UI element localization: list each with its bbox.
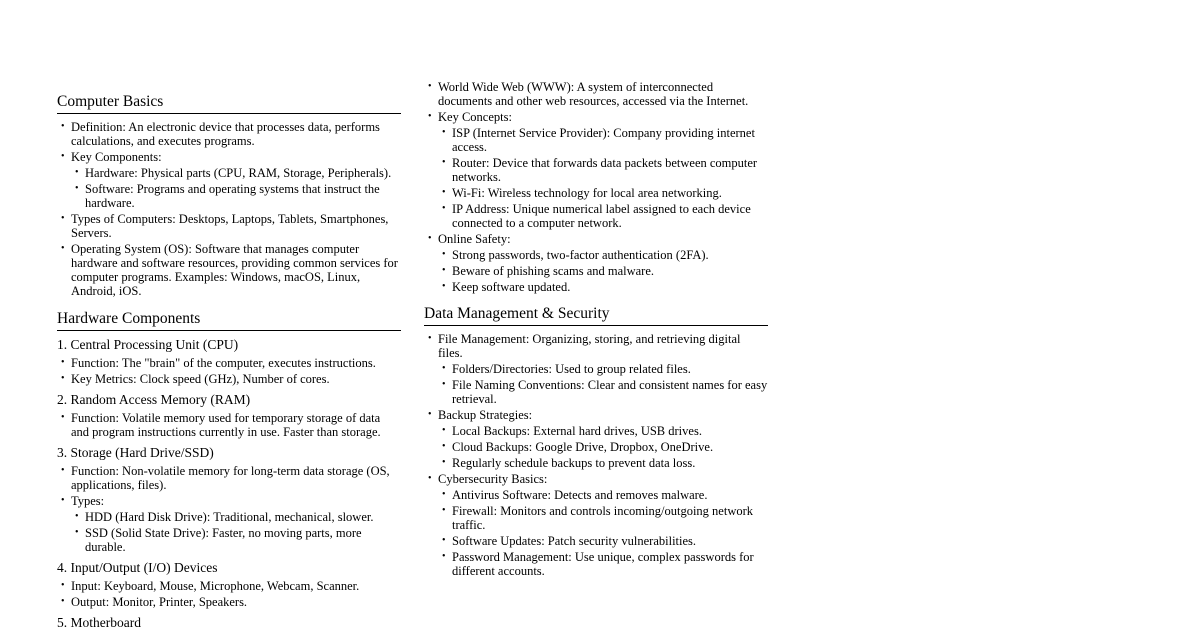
list-item-label: Backup Strategies: — [438, 408, 533, 422]
list-item-label: Key Components: — [71, 150, 162, 164]
list-item: • Types of Computers: Desktops, Laptops, Tablets, Smartphones, Servers. — [57, 212, 401, 240]
section-title-hardware-components: Hardware Components — [57, 309, 401, 331]
list-item: • Input: Keyboard, Mouse, Microphone, Webcam, Scanner. — [57, 579, 401, 593]
list-item-key-components — [57, 150, 401, 210]
list-item: • Key Metrics: Clock speed (GHz), Number of cores. — [57, 372, 401, 386]
list-item: • Regularly schedule backups to prevent data loss. — [438, 456, 768, 470]
section-title-data-management: Data Management & Security — [424, 304, 768, 326]
list-item: • Folders/Directories: Used to group related files. — [438, 362, 768, 376]
subheading-motherboard: 5. Motherboard — [57, 615, 141, 630]
list-item: • Software Updates: Patch security vulnerabilities. — [438, 534, 768, 548]
list-item: • File Naming Conventions: Clear and consistent names for easy retrieval. — [438, 378, 768, 406]
list-item-key-concepts — [424, 110, 768, 230]
file-management-sublist — [438, 362, 768, 406]
list-item: • Operating System (OS): Software that manages computer hardware and software resources, providing common services for computer programs. Examples: Windows, macOS, Linux, Android, iOS. — [57, 242, 401, 298]
list-item: • Software: Programs and operating systems that instruct the hardware. — [71, 182, 401, 210]
list-item: • Cloud Backups: Google Drive, Dropbox, OneDrive. — [438, 440, 768, 454]
subheading-cpu: 1. Central Processing Unit (CPU) — [57, 337, 239, 352]
left-column — [57, 80, 401, 634]
data-management-list — [424, 332, 768, 578]
list-item: • Wi-Fi: Wireless technology for local area networking. — [438, 186, 768, 200]
list-item: • Beware of phishing scams and malware. — [438, 264, 768, 278]
internet-list — [424, 80, 768, 294]
list-item: • Local Backups: External hard drives, USB drives. — [438, 424, 768, 438]
list-item: • Keep software updated. — [438, 280, 768, 294]
list-item: • World Wide Web (WWW): A system of interconnected documents and other web resources, accessed via the Internet. — [424, 80, 768, 108]
list-item-label: Cybersecurity Basics: — [438, 472, 548, 486]
cybersecurity-sublist — [438, 488, 768, 578]
storage-types-sublist — [71, 510, 401, 554]
list-item-label: Types: — [71, 494, 105, 508]
list-item: • Strong passwords, two-factor authentication (2FA). — [438, 248, 768, 262]
list-item: • Function: Non-volatile memory for long-term data storage (OS, applications, files). — [57, 464, 401, 492]
list-item: • Function: The "brain" of the computer, executes instructions. — [57, 356, 401, 370]
computer-basics-list — [57, 120, 401, 298]
ram-list — [57, 411, 401, 439]
io-list — [57, 579, 401, 609]
list-item-types — [57, 494, 401, 554]
list-item: • Definition: An electronic device that processes data, performs calculations, and executes programs. — [57, 120, 401, 148]
section-title-computer-basics: Computer Basics — [57, 92, 401, 114]
subheading-ram: 2. Random Access Memory (RAM) — [57, 392, 251, 407]
list-item: • Output: Monitor, Printer, Speakers. — [57, 595, 401, 609]
key-components-sublist — [71, 166, 401, 210]
list-item: • ISP (Internet Service Provider): Company providing internet access. — [438, 126, 768, 154]
list-item: • IP Address: Unique numerical label assigned to each device connected to a computer network. — [438, 202, 768, 230]
list-item: • Router: Device that forwards data packets between computer networks. — [438, 156, 768, 184]
backup-sublist — [438, 424, 768, 470]
list-item: • Antivirus Software: Detects and removes malware. — [438, 488, 768, 502]
online-safety-sublist — [438, 248, 768, 294]
list-item: • Firewall: Monitors and controls incoming/outgoing network traffic. — [438, 504, 768, 532]
list-item-backup — [424, 408, 768, 470]
key-concepts-sublist — [438, 126, 768, 230]
list-item-online-safety — [424, 232, 768, 294]
list-item: • Function: Volatile memory used for temporary storage of data and program instructions currently in use. Faster than storage. — [57, 411, 401, 439]
list-item: • HDD (Hard Disk Drive): Traditional, mechanical, slower. — [71, 510, 401, 524]
list-item: • Hardware: Physical parts (CPU, RAM, Storage, Peripherals). — [71, 166, 401, 180]
subheading-storage: 3. Storage (Hard Drive/SSD) — [57, 445, 214, 460]
list-item-label: Online Safety: — [438, 232, 511, 246]
list-item: • Password Management: Use unique, complex passwords for different accounts. — [438, 550, 768, 578]
list-item: • SSD (Solid State Drive): Faster, no moving parts, more durable. — [71, 526, 401, 554]
storage-list — [57, 464, 401, 554]
list-item-file-management — [424, 332, 768, 406]
list-item-cybersecurity — [424, 472, 768, 578]
list-item-label: Key Concepts: — [438, 110, 512, 124]
list-item-label: File Management: Organizing, storing, and retrieving digital files. — [438, 332, 741, 360]
subheading-io: 4. Input/Output (I/O) Devices — [57, 560, 218, 575]
cpu-list — [57, 356, 401, 386]
right-column — [424, 80, 768, 580]
